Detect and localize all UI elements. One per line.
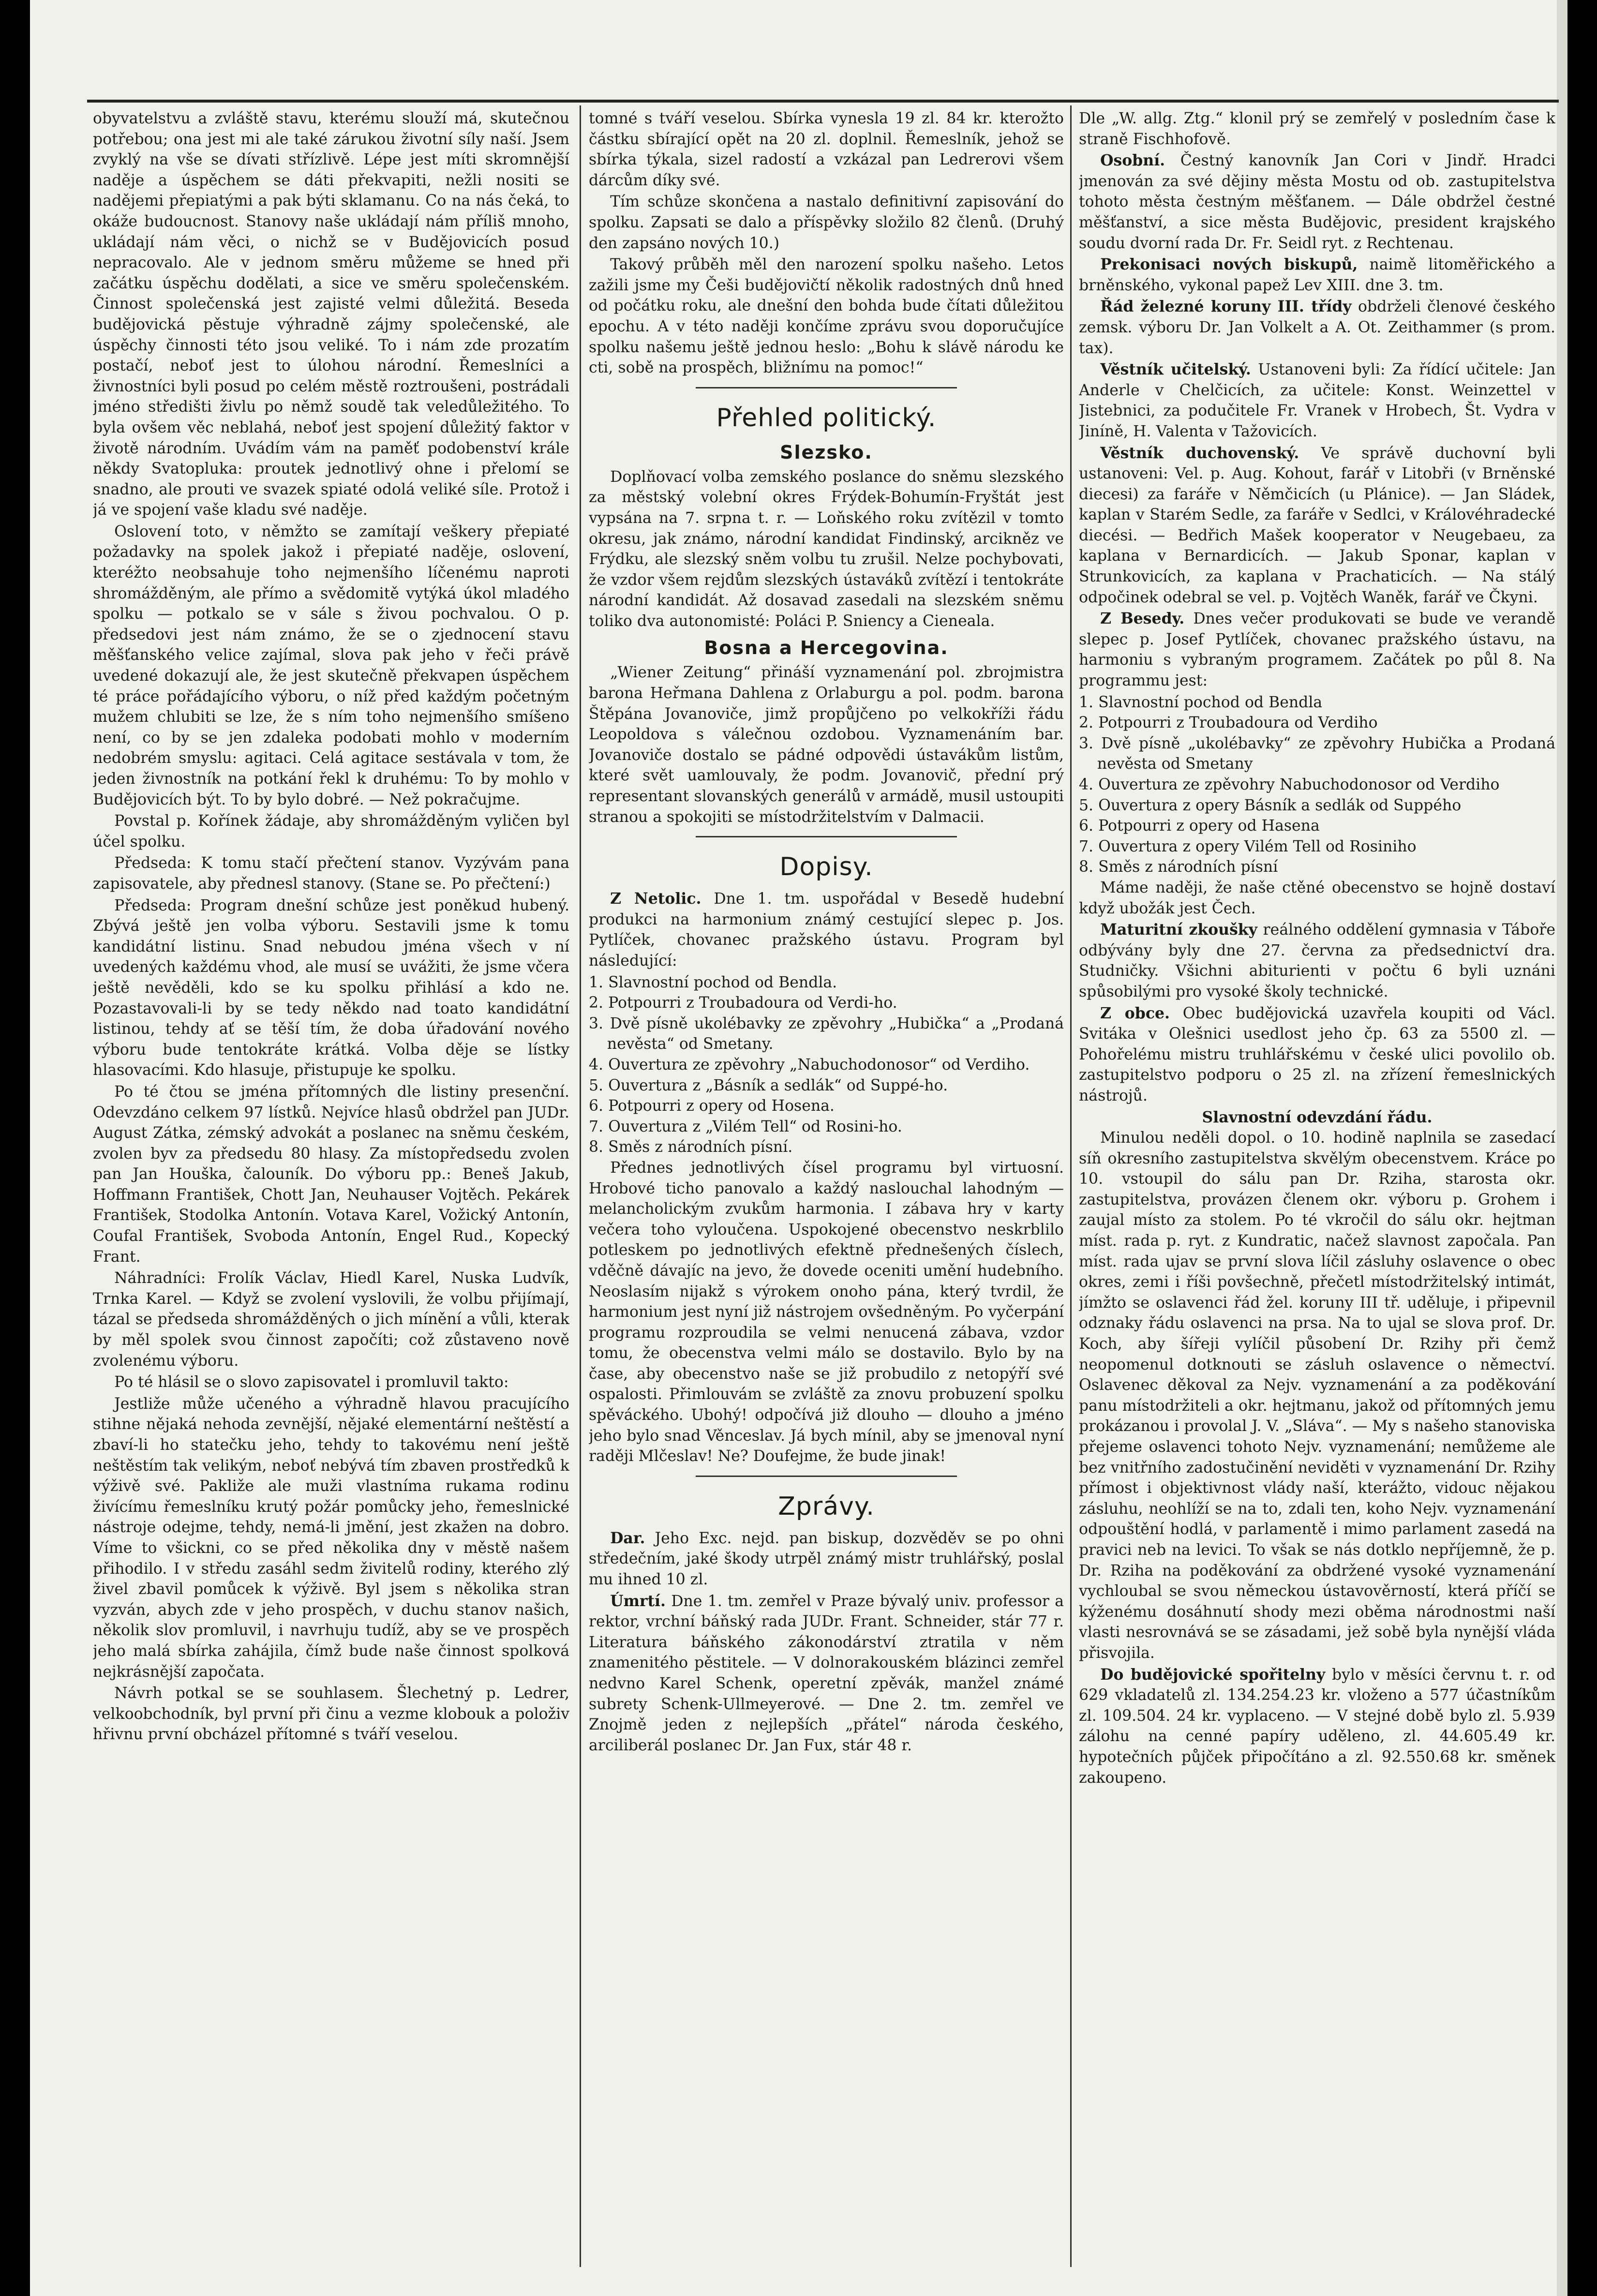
- list-item: 7. Ouvertura z „Vilém Tell“ od Rosini-ho.: [589, 1118, 902, 1135]
- list-item: 5. Ouvertura z „Básník a sedlák“ od Suppé-ho.: [589, 1076, 948, 1094]
- paragraph: Takový průběh měl den narození spolku našeho. Letos zažili jsme my Češi budějovičtí několik radostných dnů hned od počátku roku, ale dnešní den bohda bude čítati důležitou epochu. A v této naději končíme zprávu svou doporučujíce spolku našemu ještě jednou heslo: „Bohu k slávě národu ke cti, sobě na prospěch, bližnímu na pomoc!“: [589, 256, 1064, 377]
- newspaper-page: [30, 0, 1567, 2296]
- list-item: 6. Potpourri z opery od Hasena: [1079, 817, 1320, 835]
- paragraph-text: naimě litoměřického a brněnského, vykonal papež Lev XIII. dne 3. tm.: [1079, 256, 1555, 294]
- column-divider: [580, 105, 581, 2267]
- paragraph: obyvatelstvu a zvláště stavu, kterému slouží má, skutečnou potřebou; ona jest mi ale také zárukou životní síly naší. Jsem zvyklý na vše se dívati střízlivě. Lépe jest míti skromnější naděje a úspěchem se dáti překvapiti, nežli nositi se nadějemi přepiatými a pak býti sklamanu. Co na nás čeká, to okáže budoucnost. Stanovy naše ukládají nám příliš mnoho, ukládají nám věci, o nichž se v Budějovicích posud nepracovalo. Ale v jednom směru můžeme se hned při začátku úspěchu dodělati, a sice ve směru společenském. Činnost společenská jest zajisté velmi důležitá. Beseda budějovická pěstuje výhradně zájmy společenské, ale úspěchy činnosti této jsou veliké. To i nám zde prozatím postačí, neboť jest to úlohou národní. Řemeslníci a živnostníci byli posud po celém městě roztroušeni, postrádali jméno středišti živlu po němž soudě tak veledůležitého. To byla ovšem věc neblahá, neboť jest spojení důležitý faktor v životě národním. Uvádím vám na paměť podobenství krále někdy Svatopluka: proutek jednotlivý ohne i přelomí se snadno, ale prouti ve svazek spiaté odolá veliké síle. Protož i já ve spojení vaše kladu své naděje.: [93, 110, 569, 519]
- paragraph: Po té čtou se jména přítomných dle listiny presenční. Odevzdáno celkem 97 lístků. Nejvíce hlasů obdržel pan JUDr. August Zátka, zémský advokát a poslanec na sněmu českém, zvolen byv za předsedu 80 hlasy. Za místopředsedu zvolen pan Jan Houška, čalouník. Do výboru pp.: Beneš Jakub, Hoffmann František, Chott Jan, Neuhauser Vojtěch. Pekárek František, Stodolka Antonín. Votava Karel, Vožický Antonín, Coufal František, Svoboda Antonín, Engel Rud., Kopecký Frant.: [93, 1083, 569, 1266]
- paragraph-lead: Věstník učitelský.: [1100, 360, 1251, 379]
- column-1: [93, 108, 569, 2269]
- list-item: 4. Ouvertura ze zpěvohry Nabuchodonosor od Verdiho: [1079, 776, 1500, 793]
- section-heading-letters: Dopisy.: [779, 852, 873, 882]
- list-item: 2. Potpourri z Troubadoura od Verdiho: [1079, 714, 1378, 732]
- top-rule: [87, 100, 1559, 103]
- paragraph-lead: Z obce.: [1100, 1004, 1170, 1022]
- paragraph: [1079, 609, 1555, 691]
- paragraph: [1079, 297, 1555, 358]
- concert-program-list: [589, 972, 1064, 1158]
- paragraph: [589, 1528, 1064, 1590]
- list-item: 4. Ouvertura ze zpěvohry „Nabuchodonosor“ od Verdiho.: [589, 1056, 1030, 1073]
- column-3: [1079, 108, 1555, 2269]
- paragraph: Předseda: K tomu stačí přečtení stanov. Vyzývám pana zapisovatele, aby přednesl stanovy. (Stane se. Po přečtení:): [93, 854, 569, 893]
- paragraph-text: reálného oddělení gymnasia v Táboře odbývány byly dne 27. června za předsednictví dra. Studničky. Všichni abiturienti v počtu 6 byli uznáni spůsobilými pro vysoké školy technické.: [1079, 921, 1555, 1000]
- paragraph: Doplňovací volba zemského poslance do sněmu slezského za městský volební okres Frýdek-Bohumín-Fryštát jest vypsána na 7. srpna t. r. — Loňského roku zvítězil v tomto okresu, jak známo, národní kandidat Findinský, arcikněz ve Frýdku, ale slezský sněm volbu tu zrušil. Nelze pochybovati, že vzdor všem rejdům slezských ústaváků zvítězí i tentokráte národní kandidát. Až dosavad zasedali na slezském sněmu toliko dva autonomisté: Poláci P. Sniency a Cieneala.: [589, 468, 1064, 630]
- section-heading-politics: Přehled politický.: [716, 403, 937, 432]
- paragraph: [1079, 1665, 1555, 1789]
- section-divider: [696, 387, 957, 388]
- paragraph: [589, 889, 1064, 971]
- section-divider: [696, 1476, 957, 1477]
- paragraph: Povstal p. Kořínek žádaje, aby shromážděným vyličen byl účel spolku.: [93, 812, 569, 850]
- paragraph-lead: Z Besedy.: [1100, 610, 1185, 628]
- paragraph: Po té hlásil se o slovo zapisovatel i promluvil takto:: [114, 1373, 509, 1391]
- paragraph: [1079, 443, 1555, 608]
- paragraph: Tím schůze skončena a nastalo definitivní zapisování do spolku. Zapsati se dalo a příspěvky složilo 82 členů. (Druhý den zapsáno nových 10.): [589, 193, 1064, 252]
- list-item: 3. Dvě písně ukolébavky ze zpěvohry „Hubička“ a „Prodaná nevěsta“ od Smetany.: [589, 1014, 1064, 1053]
- paragraph: tomné s tváří veselou. Sbírka vynesla 19 zl. 84 kr. kterožto částku sbírající opět na 20 zl. doplnil. Řemeslník, jehož se sbírka týkala, sizel radostí a vzkázal pan Ledrerovi všem dárcům díky své.: [589, 110, 1064, 189]
- paragraph-lead: Dar.: [610, 1529, 645, 1547]
- column-2: [589, 108, 1064, 2269]
- paragraph: [1079, 920, 1555, 1002]
- paragraph-lead: Osobní.: [1100, 151, 1165, 170]
- concert-program-list: [1079, 692, 1555, 878]
- list-item: 2. Potpourri z Troubadoura od Verdi-ho.: [589, 994, 897, 1012]
- paragraph: Jestliže může učeného a výhradně hlavou pracujícího stihne nějaká nehoda zevnější, nějaké elementární neštěstí a zbaví-li ho statečku jeho, tehdy to takovému není ještě neštěstím tak velikým, neboť nebývá tím zbaven prostředků k výživě své. Pakliže ale muži vlastníma rukama rodinu živícímu řemeslníku krutý požár pomůcky jeho, řemeslnické nástroje odejme, tehdy, nemá-li jmění, jest zkažen na dobro. Víme to všickni, co se před několika dny v městě našem přihodilo. I v středu zasáhl sedm živitelů rodiny, kterého zlý živel zbavil pomůcek k výživě. Byl jsem s několika stran vyzván, abych zde v jeho prospěch, v duchu stanov našich, několik slov promluvil, i navrhuju tudíž, aby se ve prospěch jeho malá sbírka zahájila, čímž bude naše činnost spolková nejkrásnější započata.: [93, 1395, 569, 1681]
- paragraph: [1079, 254, 1555, 296]
- paragraph-text: Obec budějovická uzavřela koupiti od Václ. Svitáka v Olešnici usedlost jeho čp. 63 za 5500 zl. — Pohořelému mistru truhlářskému v české ulici povolilo ob. zastupitelstvo podporu o 25 zl. na zřízení řemeslnických nástrojů.: [1079, 1004, 1555, 1104]
- paragraph-lead: Řád železné koruny III. třídy: [1100, 298, 1352, 316]
- paragraph: „Wiener Zeitung“ přináší vyznamenání pol. zbrojmistra barona Heřmana Dahlena z Orlaburgu a pol. podm. barona Štěpána Jovanoviče, jimž propůjčeno po velkokříži řádu Leopoldova s válečnou ozdobou. Vyznamenáním bar. Jovanoviče dostalo se pádné odpovědi ústavákům listům, které svět uamlouvaly, že podm. Jovanovič, přední prý representant slovanských generálů v armádě, musil ustoupiti stranou a spokojiti se místodržitelstvím v Dalmacii.: [589, 664, 1064, 826]
- paragraph-lead: Z Netolic.: [610, 890, 701, 908]
- column-divider: [1070, 105, 1072, 2267]
- paragraph: [1079, 1003, 1555, 1106]
- list-item: 8. Směs z národních písní.: [589, 1138, 793, 1156]
- list-item: 1. Slavnostní pochod od Bendla: [1079, 693, 1323, 711]
- paragraph-text: Jeho Exc. nejd. pan biskup, dozvěděv se po ohni středečním, jaké škody utrpěl známý mistr truhlářský, poslal mu ihned 10 zl.: [589, 1529, 1064, 1589]
- paragraph-text: Dne 1. tm. zemřel v Praze bývalý univ. professor a rektor, vrchní báňský rada JUDr. Frant. Schneider, stár 77 r. Literatura báňského zákonodárství ztratila v něm znamenitého pěstitele. — V dolnorakouském blázinci zemřel nedvno Karel Schenk, operetní zpěvák, manžel známé subrety Schenk-Ullmeyerové. — Dne 2. tm. zemřel ve Znojmě jeden z nejlepších „přátel“ národa českého, arciliberál poslanec Dr. Jan Fux, stár 48 r.: [589, 1592, 1064, 1754]
- paragraph-text: Ustanoveni byli: Za řídící učitele: Jan Anderle v Chelčicích, za učitele: Konst. Weinzettel v Jistebnici, za podučitele Fr. Vranek v Hrobech, Št. Vydra v Jiníně, H. Valenta v Tažovicích.: [1079, 361, 1555, 440]
- paragraph-lead: Maturitní zkoušky: [1100, 921, 1257, 939]
- paragraph: Náhradníci: Frolík Václav, Hiedl Karel, Nuska Ludvík, Trnka Karel. — Když se zvolení vyslovili, že volbu přijímají, tázal se předseda shromážděných o jich mínění a vůli, kterak by měl spolek svou činnost započíti; což zůstaveno nově zvolenému výboru.: [93, 1269, 569, 1370]
- list-item: 7. Ouvertura z opery Vilém Tell od Rosiniho: [1079, 837, 1417, 855]
- article-heading: Slavnostní odevzdání řádu.: [1202, 1108, 1433, 1126]
- paragraph: Přednes jednotlivých čísel programu byl virtuosní. Hrobové ticho panovalo a každý naslouchal lahodným — melancholickým zvukům harmonia. I zábava hry v karty večera toho vyloučena. Uspokojené obecenstvo neskrblilo potleskem po jednotlivých efektně přednešených číslech, vděčně dávajíc na jevo, že dovede oceniti umění hudebního. Neoslasím nijakž s výrokem onoho pána, který tvrdil, že harmonium jest nyní již nástrojem ovšedněným. Po vyčerpání programu rozproudila se velmi nenucená zábava, vzdor tomu, že obecenstva velmi málo se dostavilo. Bylo by na čase, aby obecenstvo naše se již probudilo z netopýří své ospalosti. Přimlouvám se zvláště za znovu probuzení spolku spěváckého. Ubohý! odpočívá již dlouho — dlouho a jméno jeho bylo snad Věnceslav. Já bych mínil, aby se jmenoval nyní raději Mlčeslav! Ne? Doufejme, že bude jinak!: [589, 1159, 1064, 1465]
- paragraph-lead: Věstník duchovenský.: [1100, 444, 1299, 462]
- list-item: 6. Potpourri z opery od Hosena.: [589, 1097, 835, 1115]
- subheading-bosnia: Bosna a Hercegovina.: [704, 637, 949, 659]
- paragraph: Minulou neděli dopol. o 10. hodině naplnila se zasedací síň okresního zastupitelstva skvělým obecenstvem. Kráce po 10. vstoupil do sálu pan Dr. Rziha, starosta okr. zastupitelstva, provázen členem okr. výboru p. Grohem i zaujal místo za stolem. Po té vkročil do sálu okr. hejtman míst. rada p. ryt. z Kundratic, načež slavnost započala. Pan míst. rada ujav se první slova líčil zásluhy oslavence o obec okres, zemi i říši povšechně, přečetl místodržitelský intimát, jímžto se oslavenci řád žel. koruny III tř. uděluje, i připevnil odznaky řádu oslavenci na prsa. Na to ujal se slova prof. Dr. Koch, aby šířeji vylíčil působení Dr. Rzihy při čemž neopomenul dotknouti se zásluh oslavence o němectví. Oslavenec děkoval za Nejv. vyznamenání a za poděkování panu místodržiteli a okr. hejtmanu, jakož od přítomných jemu prokázanou i provolal J. V. „Sláva“. — My s našeho stanoviska přejeme oslavenci tohoto Nejv. vyznamenání; nemůžeme ale bez vnitřního zadostučinění neviděti v vyznamenání Dr. Rzihy přímost i objektivnost vlády naší, kterážto, vidouc nějakou zásluhu, neohlíží se na to, zdali ten, koho Nejv. vyznamenání odpouštění hodlá, v parlamentě i mimo parlament zasedá na pravici neb na levici. To však se nás dotklo nepříjemně, že p. Dr. Rziha na poděkování za obdržené vysoké vyznamenání vychloubal se svou německou ústavověrností, která příčí se kýženému dosáhnutí shody mezi oběma národnostmi naší vlasti nesrovnává se se zásadami, jež sobě byla nynější vláda přisvojila.: [1079, 1129, 1555, 1662]
- paragraph-text: obdrželi členové českého zemsk. výboru Dr. Jan Volkelt a A. Ot. Zeithammer (s prom. tax).: [1079, 298, 1555, 357]
- paragraph: Oslovení toto, v němžto se zamítají veškery přepiaté požadavky na spolek jakož i přepiaté naděje, oslovení, kteréžto neobsahuje toho nejmenšího líčenému naproti shromážděným, ale přímo a svědomitě vytýká úkol mladého spolku — potkalo se v sále s živou pochvalou. O p. předsedovi jest nám známo, že se o zjednocení stavu měšťanského velice zajímal, slova pak jeho v řeči právě uvedené dokazují ale, že jest skutečně překvapen úspěchem té práce pořádajícího výboru, o níž před každým početným mužem chlubiti se lze, že s ním toho nejmenšího smíšeno není, co by se jen zdaleka podobati mohlo v moderním nedobrém smyslu: agitaci. Celá agitace sestávala v tom, že jeden živnostník na potkání řekl k druhému: To by mohlo v Budějovicích být. To by bylo dobré. — Než pokračujme.: [93, 522, 569, 808]
- list-item: 8. Směs z národních písní: [1079, 858, 1278, 876]
- section-divider: [696, 836, 957, 837]
- paragraph: Předseda: Program dnešní schůze jest poněkud hubený. Zbývá ještě jen volba výboru. Sestavili jsme k tomu kandidátní listinu. Snad nebudou jména všech v ní uvedených každému vhod, ale musí se uvážiti, že jsme včera ještě nevěděli, kdo se ku spolku přihlásí a kdo ne. Pozastavovali-li by se tedy někdo nad toato kandidátní listinou, tehdy ať se těší tím, že doba úřadování nového výboru bude tentokráte krátká. Volba děje se lístky hlasovacími. Kdo hlasuje, přistupuje ke spolku.: [93, 896, 569, 1079]
- section-heading-news: Zprávy.: [778, 1491, 875, 1521]
- paragraph: Máme naději, že naše ctěné obecenstvo se hojně dostaví když ubožák jest Čech.: [1079, 879, 1555, 917]
- paragraph-text: Dne 1. tm. uspořádal v Besedě hudební produkci na harmonium známý cestující slepec p. Jos. Pytlíček, chovanec pražského ústavu. Program byl následující:: [589, 890, 1064, 969]
- paragraph: [1079, 359, 1555, 442]
- paragraph-lead: Do budějovické spořitelny: [1100, 1665, 1326, 1684]
- paragraph: [1079, 150, 1555, 253]
- paragraph-lead: Úmrtí.: [610, 1592, 666, 1610]
- list-item: 1. Slavnostní pochod od Bendla.: [589, 973, 837, 991]
- paragraph-text: Dnes večer produkovati se bude ve verandě slepec p. Josef Pytlíček, chovanec pražského ústavu, na harmoniu s vybraným programem. Začátek po půl 8. Na programmu jest:: [1079, 610, 1555, 690]
- subheading-silesia: Slezsko.: [780, 441, 873, 463]
- page-edge-shadow: [1557, 0, 1567, 2296]
- paragraph-text: Čestný kanovník Jan Cori v Jindř. Hradci jmenován za své dějiny města Mostu od ob. zastupitelstva tohoto města čestným měšťanem. — Dále obdržel čestné měšťanství, a sice města Budějovic, president krajského soudu dvorní rada Dr. Fr. Seidl ryt. z Rechtenau.: [1079, 152, 1555, 252]
- paragraph: Návrh potkal se se souhlasem. Šlechetný p. Ledrer, velkoobchodník, byl první při činu a vezme klobouk a položiv hřivnu první obcházel přítomné s tváří veselou.: [93, 1685, 569, 1744]
- paragraph-text: bylo v měsíci červnu t. r. od 629 vkladatelů zl. 134.254.23 kr. vloženo a 577 účastníkům zl. 109.504. 24 kr. vyplaceno. — V stejné době bylo zl. 5.939 zálohu na cenné papíry uděleno, zl. 44.605.49 kr. hypotečních půjček připočítáno a zl. 92.550.68 kr. směnek zakoupeno.: [1079, 1666, 1555, 1787]
- paragraph: Dle „W. allg. Ztg.“ klonil prý se zemřelý v posledním čase k straně Fischhofově.: [1079, 110, 1555, 148]
- paragraph-text: Ve správě duchovní byli ustanoveni: Vel. p. Aug. Kohout, farář v Litobři (v Brněnské diecesi) za faráře v Němčicích (u Plánice). — Jan Sládek, kaplan v Starém Sedle, za faráře v Sedlci, v Královéhradecké diecési. — Bedřich Mašek kooperator v Neugebaeu, za kaplana v Bernardicích. — Jakub Sponar, kaplan v Strunkovicích, za kaplana v Prachaticích. — Na stálý odpočinek odebral se vel. p. Vojtěch Waněk, farář ve Čkyni.: [1079, 444, 1555, 606]
- paragraph-lead: Prekonisaci nových biskupů,: [1100, 255, 1358, 274]
- paragraph: [589, 1591, 1064, 1756]
- list-item: 3. Dvě písně „ukolébavky“ ze zpěvohry Hubička a Prodaná nevěsta od Smetany: [1079, 734, 1555, 773]
- list-item: 5. Ouvertura z opery Básník a sedlák od Suppého: [1079, 796, 1462, 814]
